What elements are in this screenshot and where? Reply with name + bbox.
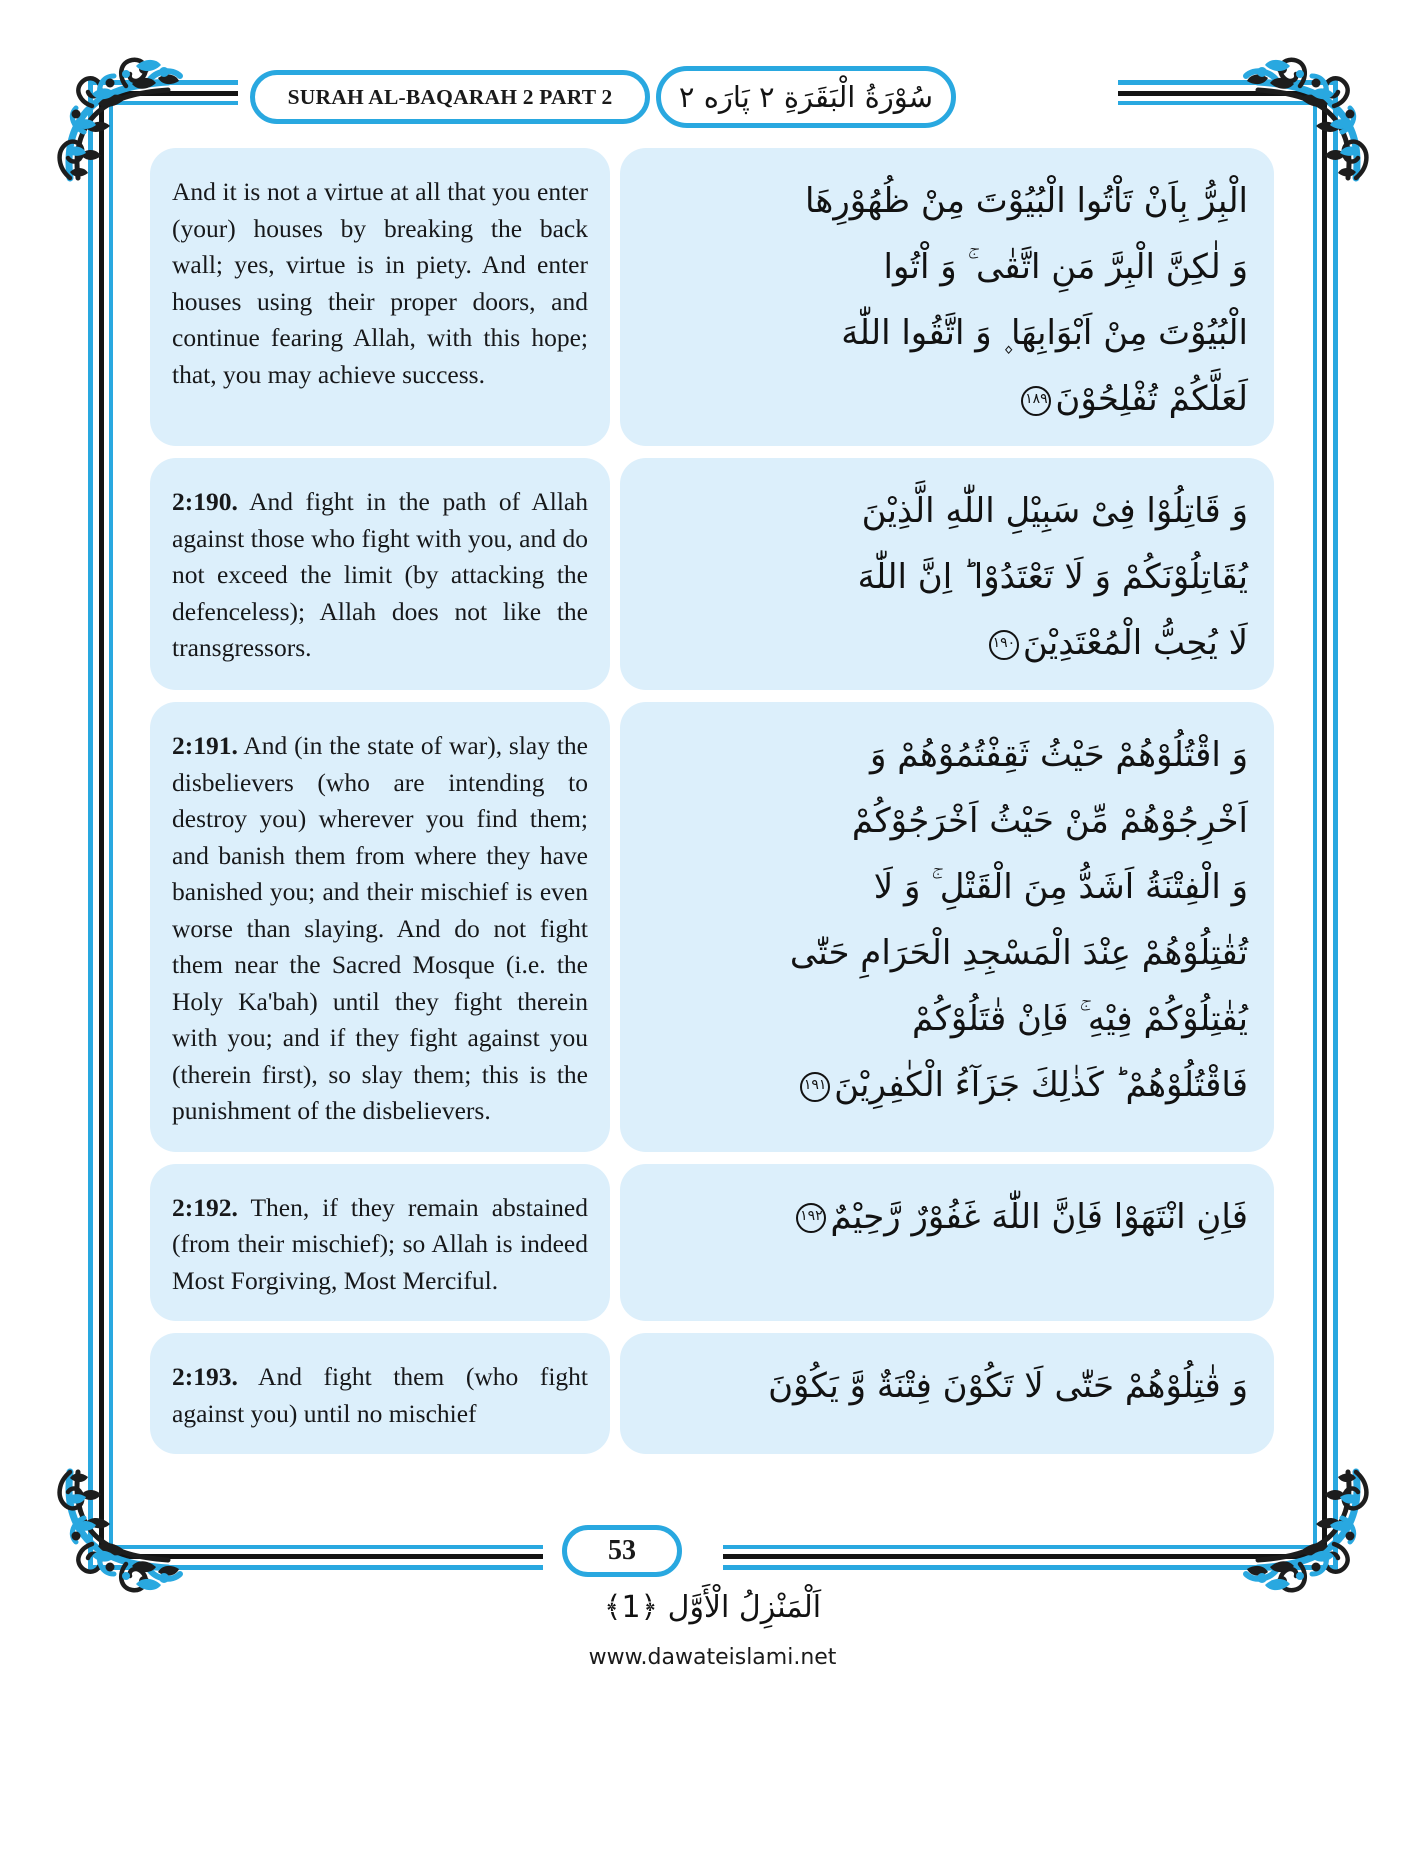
verse-number: 2:192.: [172, 1192, 238, 1222]
verse-end-marker: ١٨٩: [1021, 386, 1051, 416]
surah-header-arabic-label: سُوْرَةُ الْبَقَرَةِ ٢ پَارَه ٢: [678, 79, 934, 114]
arabic-line: [646, 366, 1248, 432]
arabic-line: یُقَاتِلُوْنَكُمْ وَ لَا تَعْتَدُوْا ؕ اِنَّ اللّٰهَ: [857, 557, 1248, 597]
translation-text: Then, if they remain abstained (from their mischief); so Allah is indeed Most Forgiving, Most Merciful.: [172, 1192, 588, 1295]
arabic-card: [620, 1333, 1274, 1454]
border-rule-outer-left: [88, 80, 93, 1570]
translation-card: [150, 702, 610, 1152]
arabic-line-text: لَعَلَّكُمْ تُفْلِحُوْنَ: [1055, 379, 1248, 419]
verse-row: [150, 458, 1274, 690]
verse-end-marker: ١٩١: [800, 1072, 830, 1102]
surah-header-english-label: SURAH AL-BAQARAH 2 PART 2: [287, 84, 613, 109]
arabic-line: وَ لٰكِنَّ الْبِرَّ مَنِ اتَّقٰى ۚ وَ اْتُوا: [883, 247, 1248, 287]
translation-card: [150, 458, 610, 690]
border-rule-outer-right: [1333, 80, 1338, 1570]
arabic-line-text: فَاِنِ انْتَهَوْا فَاِنَّ اللّٰهَ غَفُوْرٌ رَّحِیْمٌ: [830, 1196, 1248, 1237]
arabic-card: [620, 148, 1274, 446]
surah-header-english: [250, 70, 650, 124]
verse-list: [150, 148, 1274, 1466]
arabic-line-text: فَاقْتُلُوْهُمْ ؕ كَذٰلِكَ جَزَآءُ الْكٰفِرِیْنَ: [834, 1065, 1248, 1105]
arabic-line: اَخْرِجُوْهُمْ مِّنْ حَیْثُ اَخْرَجُوْكُمْ: [851, 801, 1248, 841]
arabic-line: وَ قَاتِلُوْا فِیْ سَبِیْلِ اللّٰهِ الَّذِیْنَ: [861, 491, 1248, 531]
arabic-line: وَ الْفِتْنَةُ اَشَدُّ مِنَ الْقَتْلِ ۚ وَ لَا: [873, 867, 1248, 907]
verse-row: [150, 1333, 1274, 1454]
surah-header-arabic: [656, 66, 956, 128]
border-rule-inner-left: [109, 101, 113, 1549]
verse-row: [150, 702, 1274, 1152]
website-url: www.dawateislami.net: [588, 1645, 837, 1670]
arabic-card: [620, 458, 1274, 690]
arabic-card: [620, 1164, 1274, 1322]
verse-end-marker: ١٩٠: [989, 630, 1019, 660]
verse-number: 2:193.: [172, 1362, 238, 1391]
arabic-line: [646, 1052, 1248, 1118]
arabic-line: الْبُيُوْتَ مِنْ اَبْوَابِهَا ۪ وَ اتَّقُوا اللّٰهَ: [841, 313, 1248, 353]
verse-number: 2:191.: [172, 731, 238, 760]
translation-text: And (in the state of war), slay the disbelievers (who are intending to destroy you) wherever you find them; and banish them from where they have banished you; and their mischief is even worse than slaying. And do not fight them near the Sacred Mosque (i.e. the Holy Ka'bah) until they fight therein with you; and if they fight against you (therein first), so slay them; this is the punishment of the disbelievers.: [172, 731, 589, 1125]
verse-row: [150, 148, 1274, 446]
arabic-card: [620, 702, 1274, 1152]
arabic-line: الْبِرُّ بِاَنْ تَاْتُوا الْبُيُوْتَ مِنْ ظُهُوْرِهَا: [805, 181, 1248, 221]
verse-end-marker: ١٩٢: [796, 1203, 826, 1233]
translation-text: And it is not a virtue at all that you enter (your) houses by breaking the back wall; yes, virtue is in piety. And enter houses using their proper doors, and continue fearing Allah, with this hope; that, you may achieve success.: [172, 177, 588, 389]
page-number-pill: [562, 1525, 682, 1577]
manzil-label: اَلْمَنْزِلُ الْأَوَّل ﴿1﴾: [603, 1590, 822, 1625]
arabic-line: وَ قٰتِلُوْهُمْ حَتّٰى لَا تَكُوْنَ فِتْنَةٌ وَّ یَكُوْنَ: [768, 1366, 1248, 1406]
verse-row: [150, 1164, 1274, 1322]
translation-card: [150, 1333, 610, 1454]
arabic-line: [646, 1184, 1248, 1250]
verse-number: 2:190.: [172, 487, 238, 516]
border-rule-inner-right: [1313, 101, 1317, 1549]
arabic-line: [646, 610, 1248, 676]
border-rule-middle-right: [1322, 91, 1327, 1559]
translation-text: And fight in the path of Allah against those who fight with you, and do not exceed the limit (by attacking the defenceless); Allah does not like the transgressors.: [172, 487, 588, 662]
translation-card: [150, 148, 610, 446]
border-rule-middle-left: [99, 91, 104, 1559]
arabic-line: وَ اقْتُلُوْهُمْ حَیْثُ ثَقِفْتُمُوْهُمْ وَ: [870, 735, 1248, 775]
translation-card: [150, 1164, 610, 1322]
arabic-line-text: لَا یُحِبُّ الْمُعْتَدِیْنَ: [1022, 623, 1248, 663]
arabic-line: یُقٰتِلُوْكُمْ فِیْهِ ۚ فَاِنْ قٰتَلُوْكُمْ: [912, 999, 1248, 1039]
page-number: 53: [608, 1535, 636, 1566]
translation-text: And fight them (who fight against you) until no mischief: [172, 1362, 588, 1428]
arabic-line: تُقٰتِلُوْهُمْ عِنْدَ الْمَسْجِدِ الْحَرَامِ حَتّٰى: [789, 933, 1248, 973]
